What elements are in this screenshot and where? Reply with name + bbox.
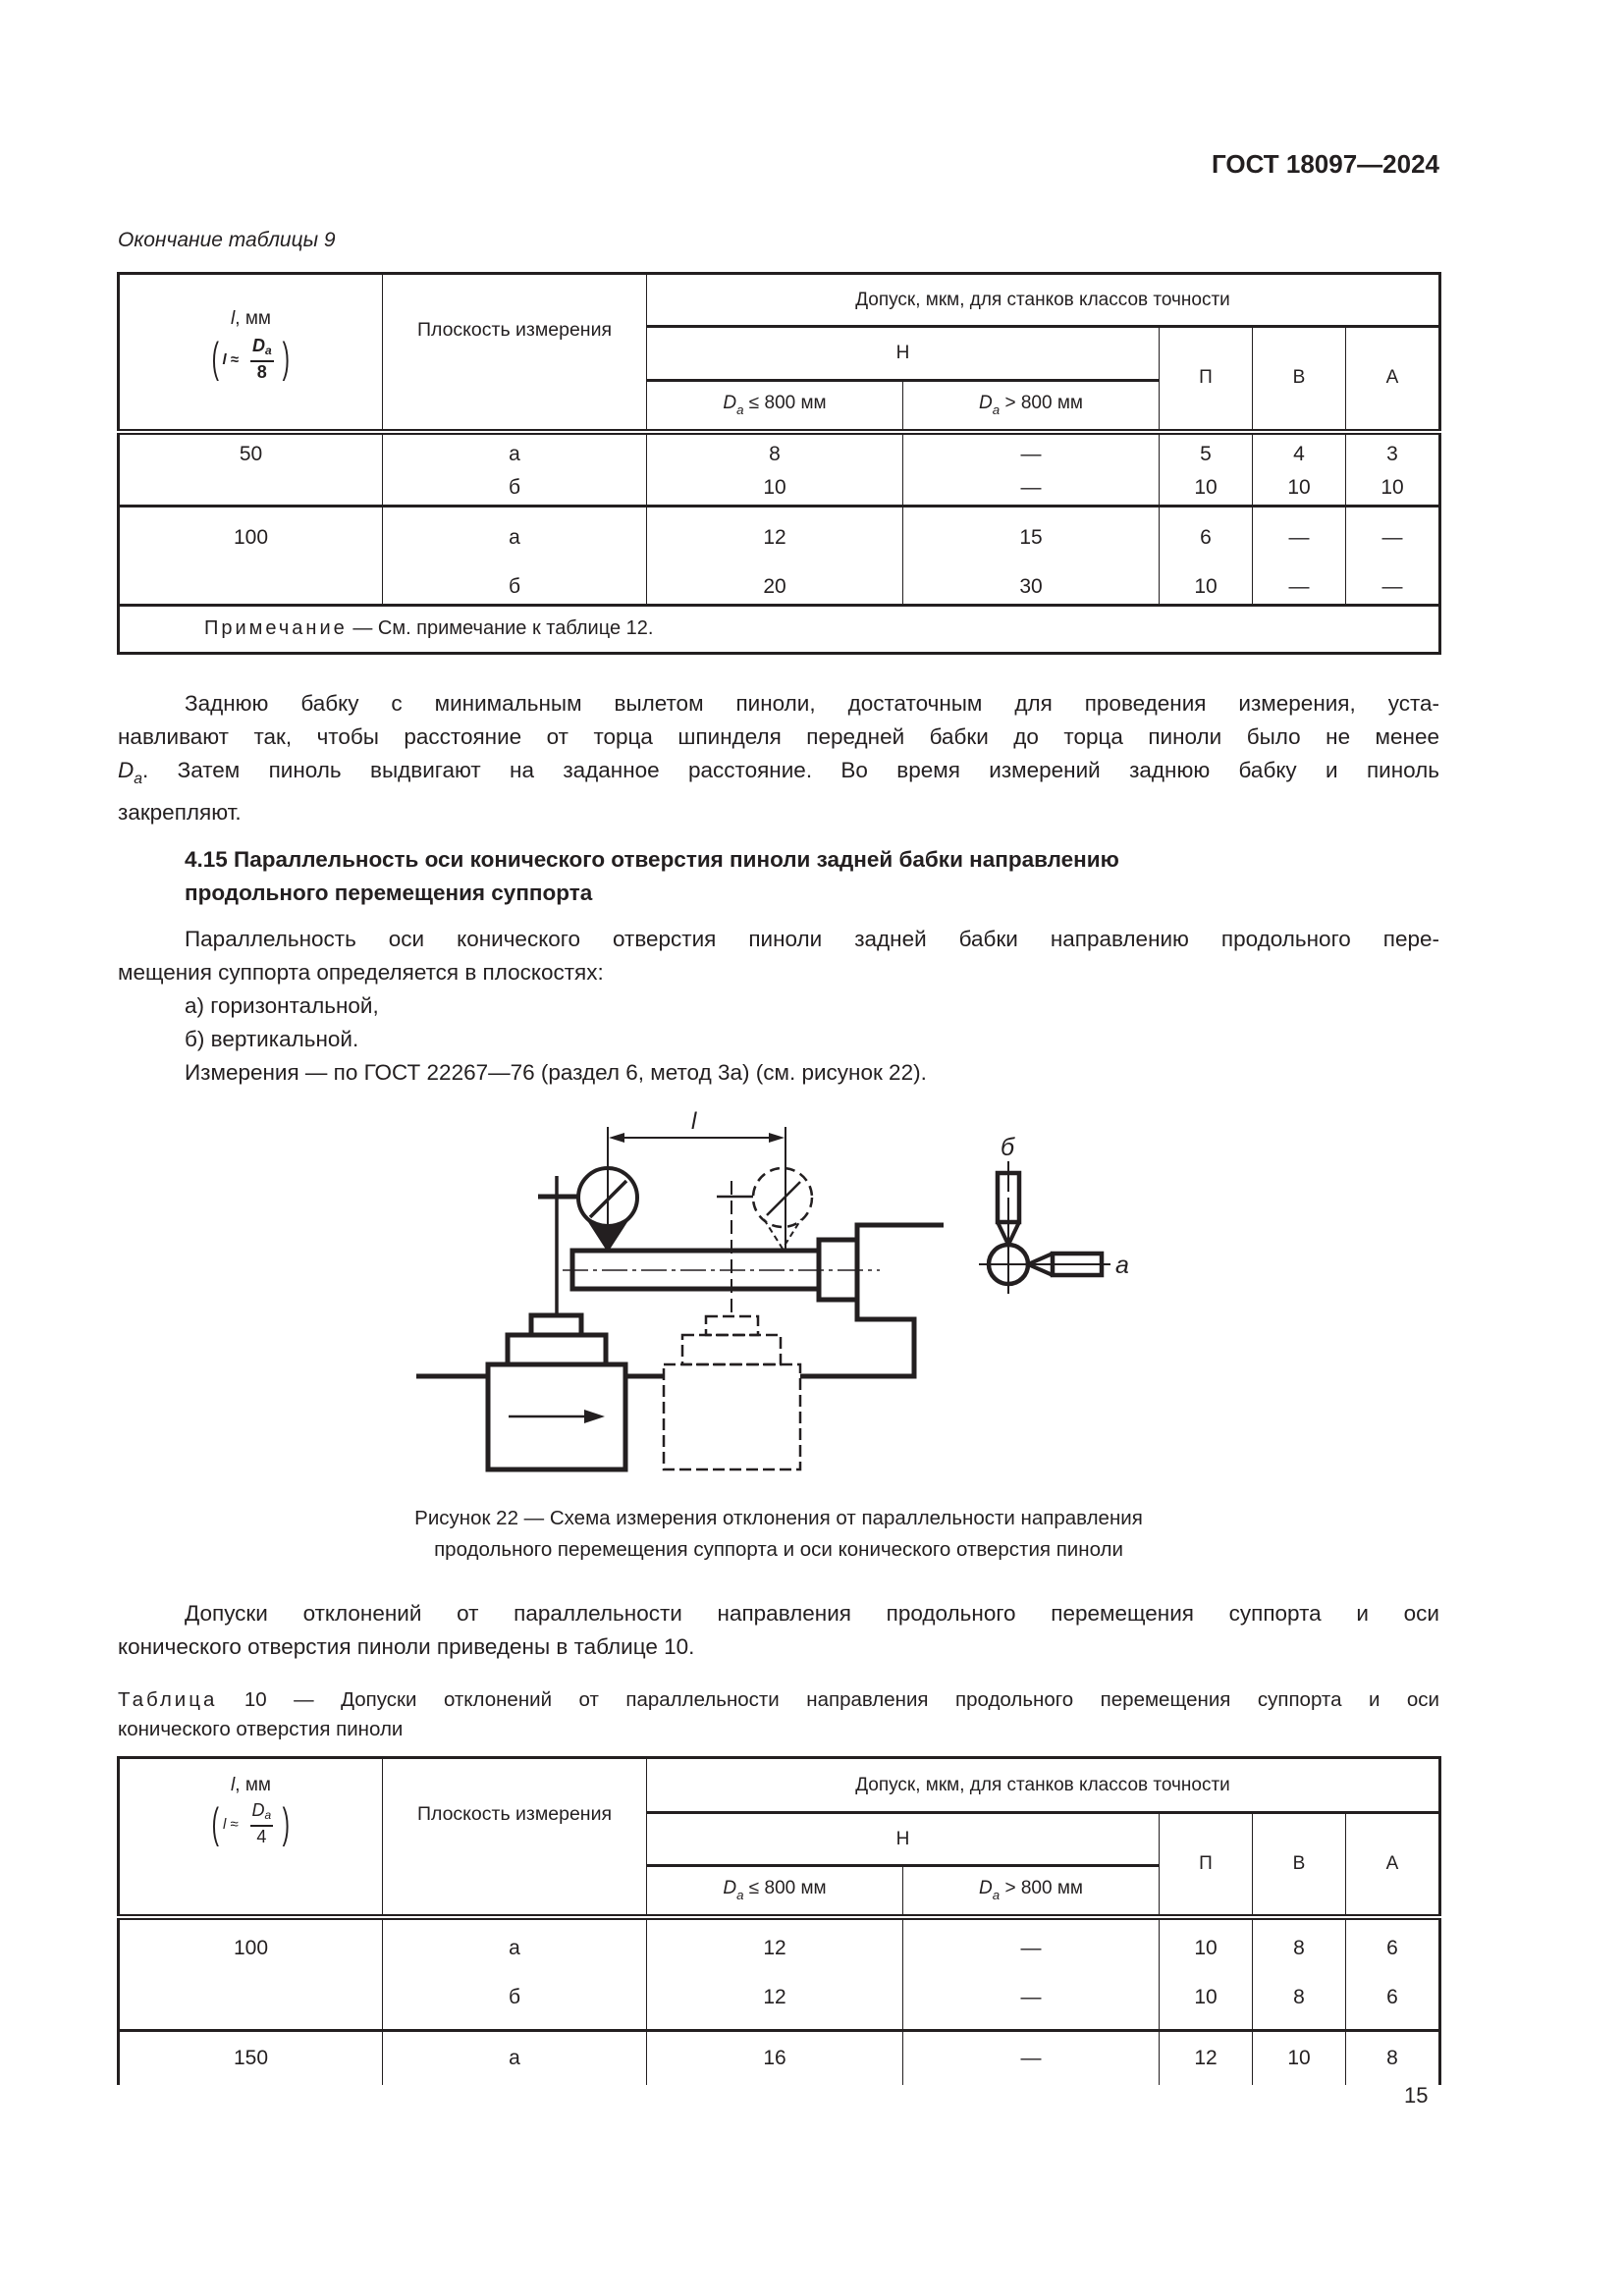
cell-p: 12 [1160, 2031, 1253, 2085]
cell-l: 100 [119, 506, 383, 605]
cell-p: 10 10 [1160, 1917, 1253, 2031]
cell-h-le: 12 20 [647, 506, 903, 605]
table-10 [117, 1756, 1441, 2085]
cell-l: 100 [119, 1917, 383, 2031]
cell-v: 4 10 [1253, 432, 1346, 507]
cell-plane: а [383, 2031, 647, 2085]
cell-v: 8 8 [1253, 1917, 1346, 2031]
table-continuation-caption: Окончание таблицы 9 [118, 229, 336, 251]
l-formula: ( l ≈ $\frac{D_a}{4}$ ) [211, 1798, 291, 1847]
arrowhead-icon [609, 1133, 624, 1143]
arrow-right-icon [584, 1410, 605, 1423]
cell-v: — — [1253, 506, 1346, 605]
section-heading-4-15: 4.15 Параллельность оси конического отверстия пиноли задней бабки направлению продольного перемещения суппорта [185, 847, 1119, 905]
col-header-tolerance: Допуск, мкм, для станков классов точности [647, 274, 1440, 327]
cell-a: 8 [1346, 2031, 1440, 2085]
table-note [119, 605, 1440, 653]
cell-h-le: 16 [647, 2031, 903, 2085]
dial-indicator-icon [578, 1168, 637, 1227]
section-4-15-body: Параллельность оси конического отверстия пиноли задней бабки направлению продольного пере- мещения суппорта определяется в плоскостях: а) горизонтальной, б) вертикальной. Измерения — по ГОСТ 22267—76 (раздел 6, метод 3а) (см. рисунок 22). [118, 927, 1439, 1085]
cell-a: 6 6 [1346, 1917, 1440, 2031]
cell-l: 50 [119, 432, 383, 507]
note-text: — См. примечание к таблице 12. [347, 617, 654, 639]
arrowhead-icon [769, 1133, 785, 1143]
table-row-group [119, 432, 1440, 507]
cell-p: 5 10 [1160, 432, 1253, 507]
dial-indicator-icon [753, 1168, 812, 1227]
col-header-plane: Плоскость измерения [383, 1758, 647, 1917]
table-9-continuation [117, 272, 1441, 655]
col-header-class-a: А [1346, 1813, 1440, 1917]
paragraph-tailstock-setup: Заднюю бабку с минимальным вылетом пиноли, достаточным для проведения измерения, уста- навливают так, чтобы расстояние от торца шпинделя передней бабки до торца пиноли было не менее $D_a$. Затем пиноль выдвигают на заданное расстояние. Во время измерений заднюю бабку и пиноль закрепляют. [118, 691, 1439, 825]
col-header-l: l, мм ( l ≈ $\frac{D_a}{8}$ ) [119, 274, 383, 432]
col-header-tolerance: Допуск, мкм, для станков классов точности [647, 1758, 1440, 1813]
col-header-l: l, мм ( l ≈ $\frac{D_a}{4}$ ) [119, 1758, 383, 1917]
carriage-displaced [664, 1364, 800, 1469]
col-header-class-p: П [1160, 1813, 1253, 1917]
col-header-plane: Плоскость измерения [383, 274, 647, 432]
cell-v: 10 [1253, 2031, 1346, 2085]
col-header-da-gt-800: $D_a > 800$ мм [903, 381, 1160, 432]
label-a: а [1115, 1252, 1129, 1279]
cell-l: 150 [119, 2031, 383, 2085]
col-header-da-gt-800: $D_a > 800$ мм [903, 1866, 1160, 1917]
cell-h-le: 8 10 [647, 432, 903, 507]
list-item-a: а) горизонтальной, [185, 993, 379, 1018]
workpiece-section-icon [989, 1245, 1028, 1284]
table-10-caption: Таблица 10 — Допуски отклонений от параллельности направления продольного перемещения суппорта и оси конического отверстия пиноли [118, 1688, 1440, 1740]
label-b: б [1001, 1134, 1015, 1161]
l-unit-label: , мм [235, 1775, 271, 1795]
carriage [488, 1364, 625, 1469]
cell-plane: а б [383, 432, 647, 507]
col-header-da-le-800: $D_a \le 800$ мм [647, 1866, 903, 1917]
note-label: Примечание [204, 617, 348, 639]
col-header-class-h: Н [647, 327, 1160, 381]
cell-p: 6 10 [1160, 506, 1253, 605]
page-number: 15 [1404, 2083, 1429, 2108]
cell-a: 3 10 [1346, 432, 1440, 507]
cell-plane: а б [383, 506, 647, 605]
list-item-b: б) вертикальной. [185, 1027, 359, 1051]
col-header-class-a: А [1346, 327, 1440, 432]
cell-plane: а б [383, 1917, 647, 2031]
paragraph-tolerances-reference: Допуски отклонений от параллельности направления продольного перемещения суппорта и оси конического отверстия пиноли приведены в таблице 10. [118, 1601, 1439, 1659]
label-l: l [691, 1108, 697, 1135]
l-formula: ( l ≈ $\frac{D_a}{8}$ ) [211, 334, 291, 383]
cell-h-le: 12 12 [647, 1917, 903, 2031]
col-header-class-v: В [1253, 1813, 1346, 1917]
col-header-class-v: В [1253, 327, 1346, 432]
document-header: ГОСТ 18097—2024 [1212, 149, 1439, 179]
col-header-class-h: Н [647, 1813, 1160, 1866]
measurement-reference: Измерения — по ГОСТ 22267—76 (раздел 6, метод 3а) (см. рисунок 22). [185, 1060, 927, 1085]
col-header-da-le-800: $D_a \le 800$ мм [647, 381, 903, 432]
figure-caption: Рисунок 22 — Схема измерения отклонения от параллельности направления продольного перемещения суппорта и оси конического отверстия пиноли [414, 1507, 1143, 1561]
table-row-group [119, 506, 1440, 605]
cell-h-gt: — — [903, 1917, 1160, 2031]
cell-h-gt: 15 30 [903, 506, 1160, 605]
table-row-group [119, 2031, 1440, 2085]
table-row-group [119, 1917, 1440, 2031]
col-header-class-p: П [1160, 327, 1253, 432]
cell-h-gt: — — [903, 432, 1160, 507]
cell-h-gt: — [903, 2031, 1160, 2085]
cell-a: — — [1346, 506, 1440, 605]
l-unit-label: , мм [235, 307, 271, 329]
mandrel [572, 1251, 819, 1289]
